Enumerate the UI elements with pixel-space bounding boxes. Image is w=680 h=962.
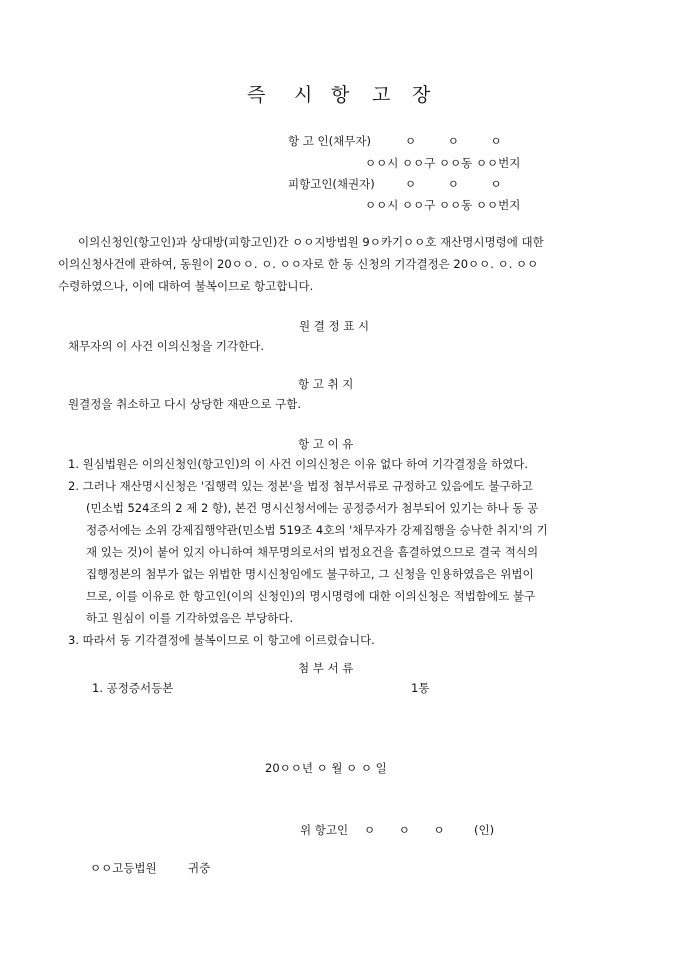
original-decision-text: 채무자의 이 사건 이의신청을 기각한다. bbox=[68, 339, 265, 353]
title-char: 장 bbox=[412, 84, 431, 106]
document-date: 20ㅇㅇ년 ㅇ 월 ㅇ ㅇ 일 bbox=[265, 761, 387, 775]
appellee-address: ㅇㅇ시 ㅇㅇ구 ㅇㅇ동 ㅇㅇ번지 bbox=[365, 198, 521, 212]
purpose-text: 원결정을 취소하고 다시 상당한 재판으로 구함. bbox=[68, 397, 302, 411]
appellant-name: ㅇ ㅇ ㅇ bbox=[405, 134, 502, 148]
intro-line: 이의신청인(항고인)과 상대방(피항고인)간 ㅇㅇ지방법원 9ㅇ카기ㅇㅇ호 재산명시명령에 대한 bbox=[78, 235, 544, 249]
intro-line: 수령하였으나, 이에 대하여 불복이므로 항고합니다. bbox=[58, 279, 314, 293]
recipient-honorific: 귀중 bbox=[188, 861, 211, 875]
section-heading-original: 원 결 정 표 시 bbox=[299, 319, 370, 333]
appellee-label: 피항고인(채권자) bbox=[288, 177, 375, 191]
section-heading-reasons: 항 고 이 유 bbox=[298, 437, 354, 451]
reason-item-2-line: 재 있는 것)이 붙어 있지 아니하여 채무명의로서의 법정요건을 흠결하였으므로 결국 적식의 bbox=[86, 545, 539, 559]
section-heading-attachments: 첨 부 서 류 bbox=[298, 661, 354, 675]
signature-label: 위 항고인 bbox=[300, 823, 349, 837]
reason-item-2-line: 정증서에는 소위 강제집행약관(민소법 519조 4호의 '채무자가 강제집행을 승낙한 취지'의 기 bbox=[86, 523, 548, 537]
signature-seal: (인) bbox=[474, 823, 495, 837]
attachment-item-label: 1. 공정증서등본 bbox=[92, 681, 174, 695]
appellant-label: 항 고 인(채무자) bbox=[288, 134, 371, 148]
title-char: 시 bbox=[294, 84, 313, 106]
title-char: 즉 bbox=[247, 84, 266, 106]
reason-item-2-line: (민소법 524조의 2 제 2 항), 본건 명시신청서에는 공정증서가 첨부되어 있기는 하나 동 공 bbox=[86, 501, 539, 515]
section-heading-purpose: 항 고 취 지 bbox=[298, 377, 354, 391]
reason-item-2-line: 집행정본의 첨부가 없는 위법한 명시신청임에도 불구하고, 그 신청을 인용하였음은 위법이 bbox=[86, 567, 534, 581]
reason-item-2-line: 므로, 이를 이유로 한 항고인(이의 신청인)의 명시명령에 대한 이의신청은 적법함에도 불구 bbox=[86, 589, 536, 603]
signature-name: ㅇ ㅇ ㅇ bbox=[364, 823, 445, 837]
intro-line: 이의신청사건에 관하여, 동원이 20ㅇㅇ. ㅇ. ㅇㅇ자로 한 동 신청의 기각결정은 20ㅇㅇ. ㅇ. ㅇㅇ bbox=[58, 257, 539, 271]
reason-item-2-line: 2. 그러나 재산명시신청은 '집행력 있는 정본'을 법정 첨부서류로 규정하고 있음에도 불구하고 bbox=[68, 479, 533, 493]
attachment-item-count: 1통 bbox=[411, 681, 430, 695]
appellee-name: ㅇ ㅇ ㅇ bbox=[405, 177, 502, 191]
reason-item-1: 1. 원심법원은 이의신청인(항고인)의 이 사건 이의신청은 이유 없다 하여 기각결정을 하였다. bbox=[68, 457, 529, 471]
title-char: 항 bbox=[331, 84, 350, 106]
title-char: 고 bbox=[372, 84, 391, 106]
recipient-court: ㅇㅇ고등법원 bbox=[90, 861, 157, 875]
appellant-address: ㅇㅇ시 ㅇㅇ구 ㅇㅇ동 ㅇㅇ번지 bbox=[365, 156, 521, 170]
reason-item-2-line: 하고 원심이 이를 기각하였음은 부당하다. bbox=[86, 611, 294, 625]
reason-item-3: 3. 따라서 동 기각결정에 불복이므로 이 항고에 이르렀습니다. bbox=[68, 633, 375, 647]
